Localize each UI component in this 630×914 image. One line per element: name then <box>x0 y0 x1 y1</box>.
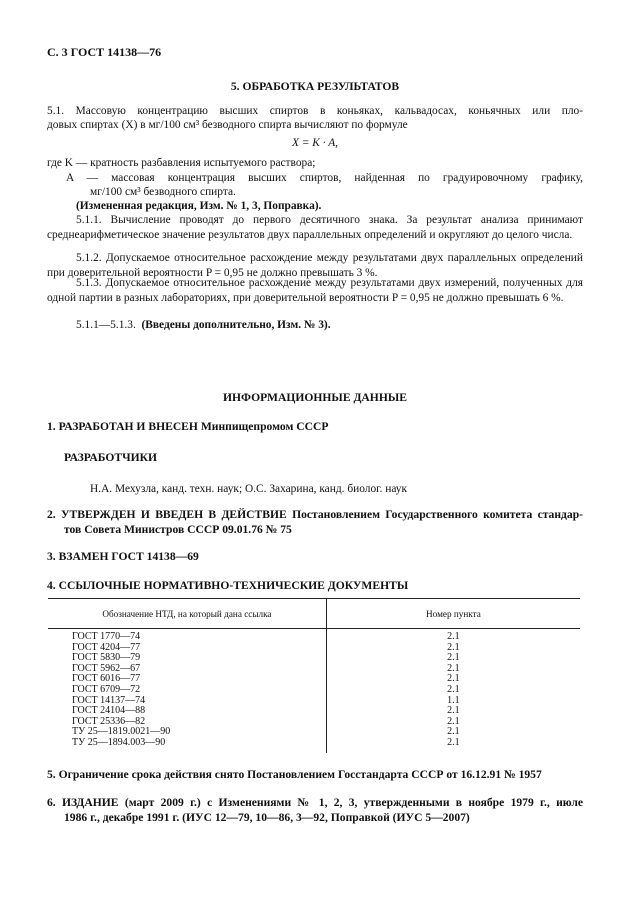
p512: 5.1.2. Допускаемое относительное расхождение между результатами двух параллельных определений при доверительной вероятности P = 0,95 не должно превышать 3 %. <box>47 252 583 279</box>
ntd-designation: ТУ 25—1819.0021—90 <box>72 726 171 738</box>
ntd-designation: ГОСТ 5962—67 <box>72 662 141 674</box>
clause-number: 2.1 <box>326 706 580 717</box>
info-item-2-line2: тов Совета Министров СССР 09.01.76 № 75 <box>64 523 292 536</box>
amendment-note-2-text: (Введены дополнительно, Изм. № 3). <box>141 319 331 331</box>
clause-number: 2.1 <box>326 717 580 728</box>
ntd-designation: ГОСТ 14137—74 <box>72 694 146 706</box>
info-item-2-line1: 2. УТВЕРЖДЕН И ВВЕДЕН В ДЕЙСТВИЕ Постановлением Государственного комитета стандар- <box>47 508 583 521</box>
p513: 5.1.3. Допускаемое относительное расхождение между результатами двух измерений, полученных для одной партии в разных лабораториях, при доверительной вероятности P = 0,95 не должно превышать 6 %. <box>47 277 583 304</box>
clause-number: 2.1 <box>326 685 580 696</box>
info-item-4: 4. ССЫЛОЧНЫЕ НОРМАТИВНО-ТЕХНИЧЕСКИЕ ДОКУМЕНТЫ <box>47 579 409 592</box>
table-row <box>48 629 580 643</box>
where-a-line1: A — массовая концентрация высших спиртов, найденная по градуировочному графику, <box>66 172 583 184</box>
table-header-clause: Номер пункта <box>326 599 580 629</box>
developers: Н.А. Мехузла, канд. техн. наук; О.С. Захарина, канд. биолог. наук <box>90 483 408 495</box>
formula: X = K · A, <box>291 137 339 149</box>
clause-number: 2.1 <box>326 738 580 749</box>
amendment-note-2 <box>76 318 583 333</box>
info-item-6-line2: 1986 г., декабре 1991 г. (ИУС 12—79, 10—86, 3—92, Поправкой (ИУС 5—2007) <box>64 811 470 824</box>
table-row <box>48 738 580 749</box>
where-k: где K — кратность разбавления испытуемого раствора; <box>47 157 316 169</box>
info-item-6-line1: 6. ИЗДАНИЕ (март 2009 г.) с Изменениями № 1, 2, 3, утвержденными в ноябре 1979 г., июле <box>47 796 583 809</box>
ntd-designation: ГОСТ 5830—79 <box>72 652 141 664</box>
p51-line2: довых спиртах (X) в мг/100 см³ безводного спирта вычисляют по формуле <box>47 119 408 131</box>
developers-label: РАЗРАБОТЧИКИ <box>64 451 158 464</box>
clause-number: 2.1 <box>326 629 580 643</box>
info-item-1: 1. РАЗРАБОТАН И ВНЕСЕН Минпищепромом СССР <box>47 420 329 433</box>
p51-line1: 5.1. Массовую концентрацию высших спиртов в коньяках, кальвадосах, коньячных или пло- <box>47 105 583 117</box>
clause-number: 1.1 <box>326 696 580 707</box>
ntd-designation: ГОСТ 4204—77 <box>72 641 141 653</box>
clause-number: 2.1 <box>326 653 580 664</box>
clause-number: 2.1 <box>326 674 580 685</box>
amendment-note-2-prefix: 5.1.1—5.1.3. <box>76 319 136 331</box>
page-header: С. 3 ГОСТ 14138—76 <box>47 45 162 59</box>
table-header-designation: Обозначение НТД, на который дана ссылка <box>102 608 272 619</box>
where-a-line2: мг/100 см³ безводного спирта. <box>90 186 236 198</box>
amendment-note-1: (Измененная редакция, Изм. № 1, 3, Поправка). <box>76 200 322 212</box>
clause-number: 2.1 <box>326 664 580 675</box>
ntd-designation: ГОСТ 6016—77 <box>72 673 141 685</box>
ntd-designation: ГОСТ 24104—88 <box>72 705 146 717</box>
info-item-5: 5. Ограничение срока действия снято Постановлением Госстандарта СССР от 16.12.91 № 1957 <box>47 768 542 781</box>
reference-table-wrap <box>48 598 580 753</box>
ntd-designation: ТУ 25—1894.003—90 <box>72 736 166 748</box>
ntd-designation: ГОСТ 1770—74 <box>72 631 141 642</box>
ntd-designation: ГОСТ 6709—72 <box>72 683 141 695</box>
clause-number: 2.1 <box>326 643 580 654</box>
p511: 5.1.1. Вычисление проводят до первого десятичного знака. За результат анализа принимают среднеарифметическое значение результатов двух параллельных определений и округляют до целого числа. <box>47 214 583 241</box>
table-row <box>48 685 580 696</box>
info-item-3: 3. ВЗАМЕН ГОСТ 14138—69 <box>47 550 199 563</box>
reference-table <box>48 599 580 753</box>
clause-number: 2.1 <box>326 727 580 738</box>
ntd-designation: ГОСТ 25336—82 <box>72 715 146 727</box>
info-title: ИНФОРМАЦИОННЫЕ ДАННЫЕ <box>223 391 407 404</box>
section-5-title: 5. ОБРАБОТКА РЕЗУЛЬТАТОВ <box>230 80 400 93</box>
